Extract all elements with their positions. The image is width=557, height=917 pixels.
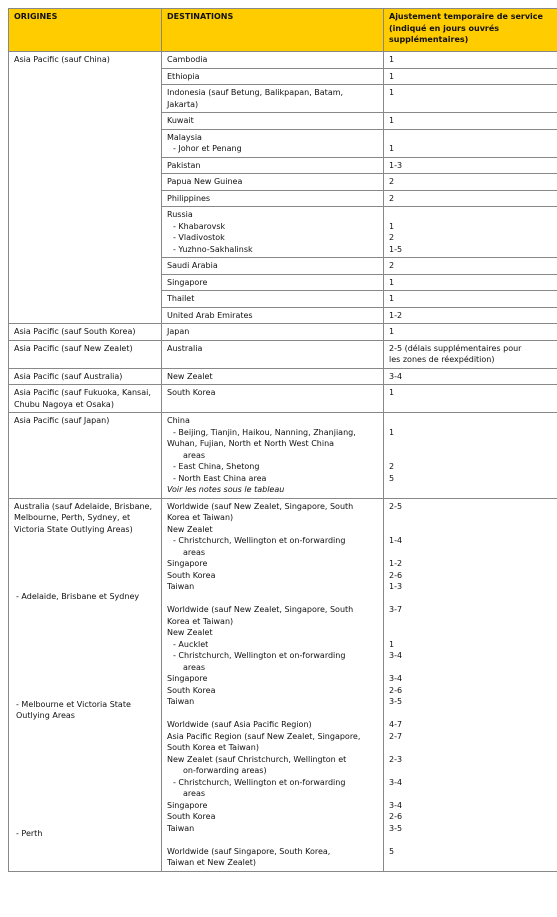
adjustment-line: 2-5 bbox=[389, 501, 403, 511]
adjustment-line: 1 bbox=[389, 388, 395, 397]
adjustment-line: 1 bbox=[389, 71, 395, 81]
destination-line: Worldwide (sauf New Zealet, Singapore, South bbox=[167, 501, 354, 511]
adjustment-line: 3-5 bbox=[389, 823, 403, 833]
adjustment-line: 1 bbox=[389, 144, 395, 153]
adjustment-line: les zones de réexpédition) bbox=[389, 355, 495, 364]
adjustment-line bbox=[389, 708, 557, 720]
destination-line: Cambodia bbox=[167, 55, 208, 64]
destination-line: Kuwait bbox=[167, 116, 194, 125]
destination-line: - Christchurch, Wellington et on-forwarding bbox=[173, 651, 346, 660]
destination-line: Singapore bbox=[167, 800, 208, 810]
adjustment-line: 4-7 bbox=[389, 720, 403, 729]
destination-line bbox=[167, 593, 378, 605]
adjustment-cell bbox=[384, 68, 557, 85]
destination-cell bbox=[162, 307, 384, 324]
destination-line: South Korea bbox=[167, 570, 216, 580]
destination-line: Korea et Taiwan) bbox=[167, 616, 234, 626]
adjustment-cell bbox=[384, 413, 557, 499]
adjustment-line: 2-6 bbox=[389, 812, 403, 821]
destination-line: Ethiopia bbox=[167, 71, 200, 81]
destination-cell bbox=[162, 498, 384, 871]
adjustment-line: 2 bbox=[389, 261, 395, 270]
header-row bbox=[9, 9, 557, 52]
destination-line: Papua New Guinea bbox=[167, 177, 243, 186]
adjustment-cell bbox=[384, 258, 557, 275]
destination-line: Asia Pacific Region (sauf New Zealet, Singapore, bbox=[167, 731, 361, 741]
adjustment-cell bbox=[384, 307, 557, 324]
sub-origin-line: - Melbourne et Victoria State Outlying Areas bbox=[16, 699, 131, 720]
adjustment-line: 3-4 bbox=[389, 777, 403, 787]
adjustment-cell bbox=[384, 52, 557, 69]
destination-cell bbox=[162, 85, 384, 113]
adjustment-line: 5 bbox=[389, 846, 395, 856]
destination-line: areas bbox=[183, 662, 206, 672]
adjustment-line bbox=[389, 484, 557, 496]
adjustment-line bbox=[389, 765, 557, 777]
adjustment-line: 1 bbox=[389, 88, 395, 97]
table-row bbox=[9, 52, 557, 69]
adjustment-line: 1-3 bbox=[389, 582, 403, 591]
adjustment-line: 1-2 bbox=[389, 559, 403, 568]
destination-line: Taiwan bbox=[167, 823, 195, 833]
destination-line: Singapore bbox=[167, 674, 208, 683]
table-body bbox=[9, 52, 557, 872]
destination-line: New Zealet bbox=[167, 371, 213, 381]
origins-header: ORIGINES bbox=[9, 9, 162, 52]
destination-line: Saudi Arabia bbox=[167, 261, 218, 270]
origin-cell: Asia Pacific (sauf Australia) bbox=[9, 368, 162, 385]
adjustment-cell bbox=[384, 368, 557, 385]
adjustment-line: 2-5 (délais supplémentaires pour bbox=[389, 343, 522, 353]
sub-origin-line: - Perth bbox=[16, 828, 43, 838]
adjustment-line: 2 bbox=[389, 177, 395, 186]
destination-line: Taiwan et New Zealet) bbox=[167, 858, 257, 867]
destination-cell bbox=[162, 68, 384, 85]
adjustment-line bbox=[389, 450, 557, 462]
adjustment-cell bbox=[384, 291, 557, 308]
destination-line: New Zealet (sauf Christchurch, Wellington et bbox=[167, 754, 347, 764]
adjustment-cell bbox=[384, 274, 557, 291]
destination-line: Taiwan bbox=[167, 582, 195, 591]
destination-line: - Vladivostok bbox=[173, 233, 225, 242]
adjustment-line: 3-4 bbox=[389, 651, 403, 660]
destination-cell bbox=[162, 258, 384, 275]
destination-line: - Christchurch, Wellington et on-forwarding bbox=[173, 536, 346, 545]
adjustment-line bbox=[389, 512, 557, 524]
adjustment-line bbox=[389, 415, 557, 427]
adjustment-line: 1 bbox=[389, 294, 395, 303]
adjustment-cell bbox=[384, 157, 557, 174]
adjustment-line: 3-4 bbox=[389, 674, 403, 683]
adjustment-line bbox=[389, 132, 557, 144]
adjustment-line bbox=[389, 662, 557, 674]
origin-cell bbox=[9, 498, 162, 871]
destination-line: - Beijing, Tianjin, Haikou, Nanning, Zhanjiang, bbox=[173, 427, 356, 437]
origin-cell: Asia Pacific (sauf South Korea) bbox=[9, 324, 162, 341]
adjustment-line: 2-6 bbox=[389, 570, 403, 580]
destination-line: Malaysia bbox=[167, 132, 202, 142]
destination-line: - Johor et Penang bbox=[173, 144, 242, 153]
destination-line: - East China, Shetong bbox=[173, 462, 260, 471]
destination-line: Worldwide (sauf Singapore, South Korea, bbox=[167, 846, 331, 856]
destination-line: Voir les notes sous le tableau bbox=[167, 485, 285, 494]
destination-line: South Korea bbox=[167, 812, 216, 821]
adjustment-line: 1-4 bbox=[389, 536, 403, 545]
destination-cell bbox=[162, 157, 384, 174]
adjustment-line: 2 bbox=[389, 462, 395, 471]
adjustment-line bbox=[389, 209, 557, 221]
destination-line: areas bbox=[183, 789, 206, 798]
adjustment-line bbox=[389, 857, 557, 869]
destination-line: Pakistan bbox=[167, 160, 201, 170]
adjustment-line: 2 bbox=[389, 193, 395, 203]
origin-cell: Asia Pacific (sauf New Zealet) bbox=[9, 340, 162, 368]
adjustment-line: 3-7 bbox=[389, 605, 403, 614]
origin-cell: Asia Pacific (sauf Japan) bbox=[9, 413, 162, 499]
adjustment-line: 5 bbox=[389, 473, 395, 483]
adjustment-line: 1 bbox=[389, 639, 395, 649]
destination-cell bbox=[162, 52, 384, 69]
adjustment-line: 1-5 bbox=[389, 244, 403, 254]
adjustment-line bbox=[389, 438, 557, 450]
adjustment-line bbox=[389, 616, 557, 628]
adjustment-cell bbox=[384, 324, 557, 341]
destination-line: Taiwan bbox=[167, 697, 195, 706]
destination-line: areas bbox=[183, 547, 206, 557]
destination-line: Philippines bbox=[167, 193, 211, 203]
adjustment-line: 2 bbox=[389, 233, 395, 242]
table-row bbox=[9, 498, 557, 871]
adjustment-line: 1 bbox=[389, 55, 395, 64]
adjustment-line bbox=[389, 788, 557, 800]
destination-cell bbox=[162, 174, 384, 191]
destination-line: - Christchurch, Wellington et on-forwarding bbox=[173, 777, 346, 787]
destination-line: Singapore bbox=[167, 277, 208, 287]
adjustment-line: 2-6 bbox=[389, 685, 403, 695]
adjustment-cell bbox=[384, 385, 557, 413]
table-row bbox=[9, 368, 557, 385]
adjustment-line: 3-4 bbox=[389, 371, 403, 381]
adjustment-cell bbox=[384, 129, 557, 157]
destination-line: Singapore bbox=[167, 559, 208, 568]
destination-line: Wuhan, Fujian, North et North West China bbox=[167, 439, 335, 448]
destination-line: China bbox=[167, 416, 190, 425]
destination-line: South Korea et Taiwan) bbox=[167, 743, 259, 752]
destination-line: Indonesia (sauf Betung, Balikpapan, Batam, bbox=[167, 88, 344, 97]
destination-line: United Arab Emirates bbox=[167, 310, 253, 320]
destination-line: Worldwide (sauf Asia Pacific Region) bbox=[167, 720, 312, 729]
adjustment-line: 1 bbox=[389, 221, 395, 231]
destination-cell bbox=[162, 368, 384, 385]
destination-cell bbox=[162, 190, 384, 207]
adjustment-line bbox=[389, 834, 557, 846]
adjustment-line: 1-2 bbox=[389, 310, 403, 320]
destination-line: areas bbox=[183, 450, 206, 460]
destination-line: - Aucklet bbox=[173, 639, 209, 649]
destination-line: Worldwide (sauf New Zealet, Singapore, South bbox=[167, 605, 354, 614]
destination-line: New Zealet bbox=[167, 524, 213, 534]
adjustment-line: 3-5 bbox=[389, 697, 403, 706]
adjustment-line bbox=[389, 593, 557, 605]
adjustment-line: 1 bbox=[389, 116, 395, 125]
adjustment-header: Ajustement temporaire de service (indiqué en jours ouvrés supplémentaires) bbox=[384, 9, 557, 52]
destination-cell bbox=[162, 324, 384, 341]
table-row bbox=[9, 324, 557, 341]
adjustment-line bbox=[389, 742, 557, 754]
sub-origin-line: - Adelaide, Brisbane et Sydney bbox=[16, 592, 140, 601]
destination-line: - Yuzhno-Sakhalinsk bbox=[173, 244, 253, 254]
destination-cell bbox=[162, 113, 384, 130]
destination-line: South Korea bbox=[167, 685, 216, 695]
destination-cell bbox=[162, 291, 384, 308]
adjustment-cell bbox=[384, 207, 557, 258]
destination-line: South Korea bbox=[167, 388, 216, 397]
adjustment-line: 3-4 bbox=[389, 800, 403, 810]
destination-line bbox=[167, 708, 378, 720]
table-row bbox=[9, 340, 557, 368]
destination-line bbox=[167, 834, 378, 846]
adjustment-cell bbox=[384, 340, 557, 368]
destination-line: New Zealet bbox=[167, 628, 213, 637]
destination-line: Korea et Taiwan) bbox=[167, 513, 234, 522]
adjustment-line: 1 bbox=[389, 427, 395, 437]
destination-line: - Khabarovsk bbox=[173, 221, 226, 231]
destinations-header: DESTINATIONS bbox=[162, 9, 384, 52]
destination-line: Jakarta) bbox=[167, 99, 199, 109]
service-adjustment-table bbox=[8, 8, 557, 872]
destination-line: Australia bbox=[167, 343, 203, 353]
adjustment-cell bbox=[384, 174, 557, 191]
destination-cell bbox=[162, 340, 384, 368]
destination-cell bbox=[162, 207, 384, 258]
origin-cell: Asia Pacific (sauf China) bbox=[9, 52, 162, 324]
destination-line: - North East China area bbox=[173, 473, 267, 483]
adjustment-line: 2-7 bbox=[389, 731, 403, 741]
adjustment-cell bbox=[384, 85, 557, 113]
adjustment-line bbox=[389, 627, 557, 639]
table-row bbox=[9, 385, 557, 413]
table-row bbox=[9, 413, 557, 499]
destination-line: Russia bbox=[167, 210, 193, 219]
destination-cell bbox=[162, 129, 384, 157]
destination-line: on-forwarding areas) bbox=[183, 766, 267, 775]
destination-line: Japan bbox=[167, 327, 190, 336]
adjustment-line: 1 bbox=[389, 327, 395, 336]
adjustment-line: 2-3 bbox=[389, 754, 403, 764]
adjustment-cell bbox=[384, 190, 557, 207]
destination-line: Thailet bbox=[167, 294, 195, 303]
origin-main: Australia (sauf Adelaide, Brisbane, Melbourne, Perth, Sydney, et Victoria State Outlying Areas) bbox=[14, 501, 152, 534]
adjustment-line bbox=[389, 524, 557, 536]
adjustment-line bbox=[389, 547, 557, 559]
adjustment-cell bbox=[384, 498, 557, 871]
adjustment-line: 1 bbox=[389, 277, 395, 287]
destination-cell bbox=[162, 385, 384, 413]
adjustment-cell bbox=[384, 113, 557, 130]
destination-cell bbox=[162, 274, 384, 291]
adjustment-line: 1-3 bbox=[389, 160, 403, 170]
origin-cell: Asia Pacific (sauf Fukuoka, Kansai, Chubu Nagoya et Osaka) bbox=[9, 385, 162, 413]
destination-cell bbox=[162, 413, 384, 499]
